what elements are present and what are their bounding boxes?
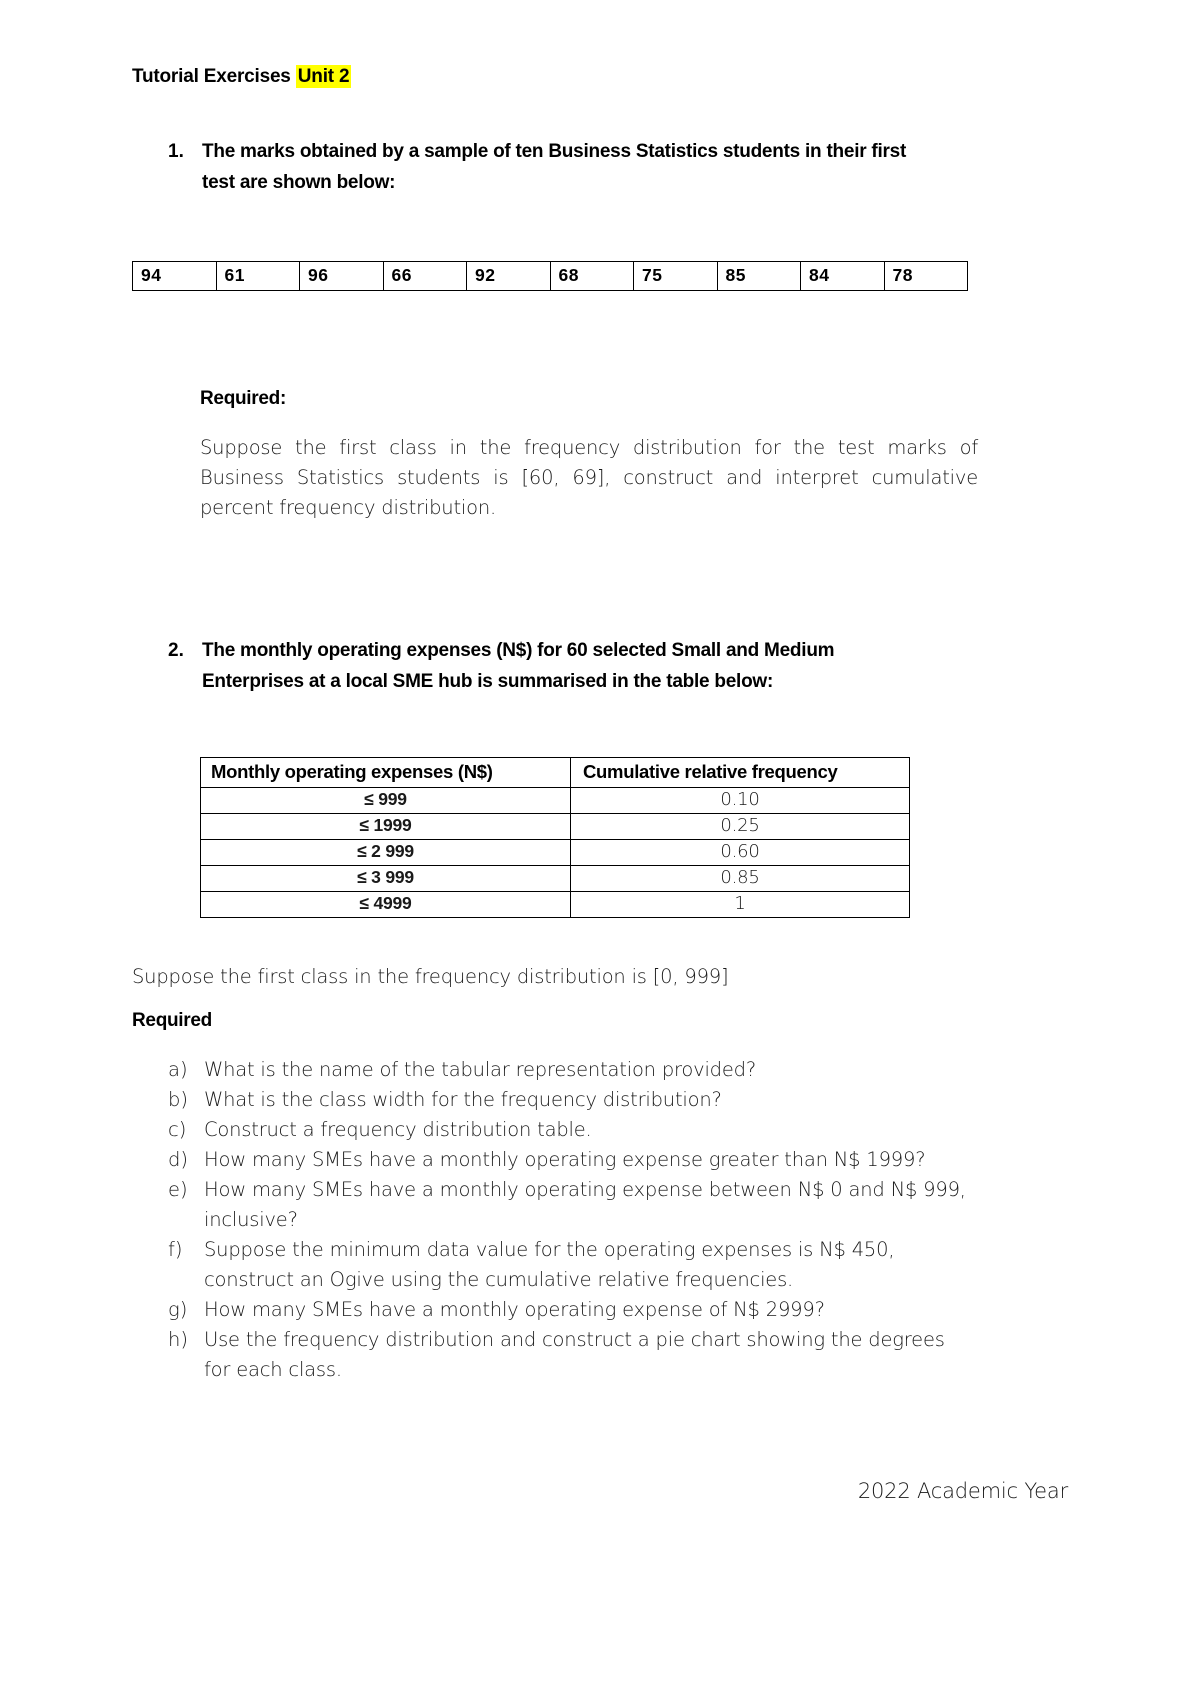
cum-freq-2: 0.25 [571,814,910,840]
question-1-line-2: test are shown below: [202,172,396,193]
mark-cell-7: 75 [634,262,718,291]
required-label-q2: Required [132,1010,212,1031]
list-item [168,1115,980,1145]
mark-cell-10: 78 [884,262,968,291]
page-title-highlight: Unit 2 [297,66,350,87]
list-item-letter-g: g) [168,1298,188,1321]
expense-class-5: ≤ 4999 [201,892,571,918]
list-item-text-b: What is the class width for the frequency distribution? [204,1088,722,1111]
list-item-text-h [204,1325,980,1385]
question-2-line-1: The monthly operating expenses (N$) for 60 selected Small and Medium [202,640,835,661]
required-items-list [168,1055,980,1385]
question-2-text [202,635,978,697]
expenses-table [200,757,910,918]
required-paragraph-q1: Suppose the first class in the frequency distribution for the test marks of Business Statistics students is [60, 69], construct and interpret cumulative percent frequency distribution. [200,436,978,519]
question-1-line-1: The marks obtained by a sample of ten Business Statistics students in their first [202,141,907,162]
table-row [201,892,910,918]
list-item-text-d: How many SMEs have a monthly operating expense greater than N$ 1999? [204,1148,926,1171]
question-1 [168,136,980,198]
list-item-letter-b: b) [168,1088,188,1111]
mark-cell-9: 84 [801,262,885,291]
column-header-cumfreq: Cumulative relative frequency [571,758,910,788]
list-item-letter-h: h) [168,1328,188,1351]
list-item-text-h-line-1: Use the frequency distribution and construct a pie chart showing the degrees [204,1328,945,1351]
list-item [168,1145,980,1175]
list-item-letter-e: e) [168,1178,188,1201]
list-item-text-e-line-1: How many SMEs have a monthly operating expense between N$ 0 and N$ 999, [204,1178,966,1201]
marks-table [132,261,968,291]
list-item-letter-f: f) [168,1238,183,1261]
list-item-letter-a: a) [168,1058,188,1081]
list-item-text-e-line-2: inclusive? [204,1208,298,1231]
expense-class-1: ≤ 999 [201,788,571,814]
mark-cell-2: 61 [216,262,300,291]
question-2 [168,635,978,697]
question-1-number: 1. [168,141,184,162]
list-item [168,1175,980,1235]
page-title [132,66,351,88]
list-item-letter-c: c) [168,1118,187,1141]
list-item-text-c: Construct a frequency distribution table. [204,1118,592,1141]
list-item [168,1235,980,1295]
mark-cell-1: 94 [133,262,217,291]
cum-freq-5: 1 [571,892,910,918]
list-item-letter-d: d) [168,1148,188,1171]
table-row [201,840,910,866]
mark-cell-3: 96 [300,262,384,291]
list-item-text-f-line-2: construct an Ogive using the cumulative relative frequencies. [204,1268,794,1291]
footer-academic-year: 2022 Academic Year [857,1479,1068,1503]
table-row [133,262,968,291]
list-item [168,1085,980,1115]
mark-cell-6: 68 [550,262,634,291]
table-row [201,788,910,814]
mark-cell-4: 66 [383,262,467,291]
list-item [168,1295,980,1325]
list-item-text-h-line-2: for each class. [204,1358,342,1381]
list-item-text-f [204,1235,980,1295]
cum-freq-4: 0.85 [571,866,910,892]
list-item-text-e [204,1175,980,1235]
mark-cell-8: 85 [717,262,801,291]
list-item [168,1055,980,1085]
question-1-text [202,136,980,198]
page-title-prefix: Tutorial Exercises [132,66,296,87]
expense-class-3: ≤ 2 999 [201,840,571,866]
expense-class-2: ≤ 1999 [201,814,571,840]
cum-freq-3: 0.60 [571,840,910,866]
list-item-text-a: What is the name of the tabular representation provided? [204,1058,756,1081]
table-header-row [201,758,910,788]
table-row [201,866,910,892]
list-item-text-g: How many SMEs have a monthly operating expense of N$ 2999? [204,1298,825,1321]
column-header-expenses: Monthly operating expenses (N$) [201,758,571,788]
cum-freq-1: 0.10 [571,788,910,814]
mark-cell-5: 92 [467,262,551,291]
question-2-number: 2. [168,640,184,661]
required-label-q1: Required: [200,388,286,409]
list-item [168,1325,980,1385]
list-item-text-f-line-1: Suppose the minimum data value for the operating expenses is N$ 450, [204,1238,895,1261]
suppose-line-q2: Suppose the first class in the frequency distribution is [0, 999] [132,965,729,988]
expense-class-4: ≤ 3 999 [201,866,571,892]
question-2-line-2: Enterprises at a local SME hub is summarised in the table below: [202,671,774,692]
table-row [201,814,910,840]
